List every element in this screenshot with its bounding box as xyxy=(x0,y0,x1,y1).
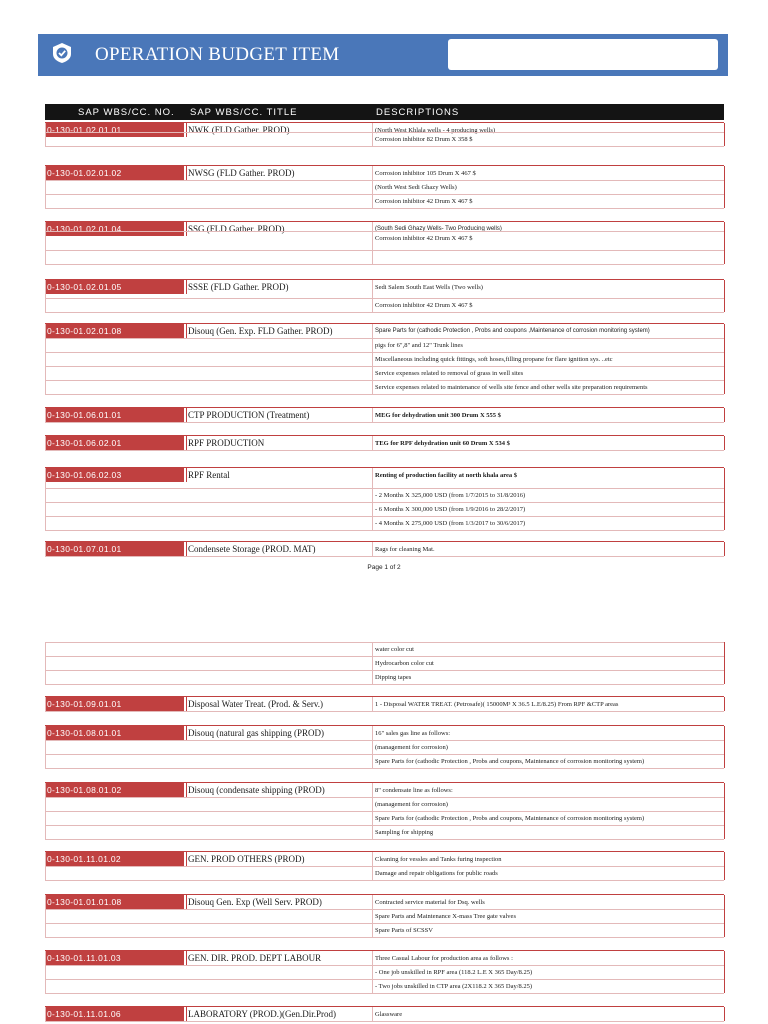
wbs-title: Disouq Gen. Exp (Well Serv. PROD) xyxy=(188,897,322,907)
wbs-code: 0-130-01.02.01.04 xyxy=(45,222,184,236)
row-rule xyxy=(45,979,724,980)
row-rule xyxy=(45,740,724,741)
desc-divider xyxy=(372,324,373,394)
code-divider xyxy=(186,166,187,180)
right-border xyxy=(724,222,725,264)
right-border xyxy=(724,697,725,711)
left-border xyxy=(45,951,46,993)
desc-divider xyxy=(372,951,373,993)
left-border xyxy=(45,222,46,264)
code-divider xyxy=(186,542,187,556)
row-rule xyxy=(45,194,724,195)
right-border xyxy=(724,542,725,556)
wbs-code: 0-130-01.02.01.01 xyxy=(45,123,184,137)
code-divider xyxy=(186,783,187,797)
code-divider xyxy=(186,324,187,338)
column-header-code: SAP WBS/CC. NO. xyxy=(78,107,175,118)
description-line: Contracted service material for Dsq. wells xyxy=(375,899,485,906)
wbs-code: 0-130-01.02.01.02 xyxy=(45,166,184,180)
description-line: Spare Parts and Maintenance X-mass Tree gate valves xyxy=(375,913,516,920)
row-rule xyxy=(45,132,724,133)
section-bottom-rule xyxy=(45,312,724,313)
description-line: - 2 Months X 325,000 USD (from 1/7/2015 to 31/8/2016) xyxy=(375,492,526,499)
right-border xyxy=(724,468,725,530)
code-divider xyxy=(186,697,187,711)
desc-divider xyxy=(372,895,373,937)
checkmark-badge-icon xyxy=(51,42,73,64)
description-line: - 6 Months X 300,000 USD (from 1/9/2016 to 28/2/2017) xyxy=(375,506,526,513)
description-line: Corrosion inhibitor 82 Drum X 358 $ xyxy=(375,136,473,143)
wbs-code: 0-130-01.08.01.01 xyxy=(45,726,184,740)
code-divider xyxy=(186,852,187,866)
description-line: Spare Parts of SCSSV xyxy=(375,927,433,934)
wbs-code: 0-130-01.08.01.02 xyxy=(45,783,184,797)
banner-search-box[interactable] xyxy=(448,39,718,70)
row-rule xyxy=(45,670,724,671)
desc-divider xyxy=(372,468,373,530)
section-bottom-rule xyxy=(45,839,724,840)
description-line: Sampling for shipping xyxy=(375,829,434,836)
wbs-code: 0-130-01.02.01.05 xyxy=(45,280,184,294)
column-header-descriptions: DESCRIPTIONS xyxy=(376,107,460,118)
description-line: - One job unskilled in RPF area (118.2 L.E X 365 Day/8.25) xyxy=(375,969,533,976)
code-divider xyxy=(186,895,187,909)
code-divider xyxy=(186,436,187,450)
row-rule xyxy=(45,909,724,910)
section-bottom-rule xyxy=(45,556,724,557)
row-rule xyxy=(45,811,724,812)
desc-divider xyxy=(372,166,373,208)
left-border xyxy=(45,280,46,312)
description-line: Service expenses related to removal of grass in well sites xyxy=(375,370,524,377)
right-border xyxy=(724,726,725,768)
description-line: pigs for 6",8" and 12" Trunk lines xyxy=(375,342,463,349)
wbs-title: RPF Rental xyxy=(188,470,230,480)
description-line: Dipping tapes xyxy=(375,674,412,681)
page-title: OPERATION BUDGET ITEM xyxy=(95,44,340,65)
table-header xyxy=(45,104,724,120)
left-border xyxy=(45,468,46,530)
description-line: 8" condensate line as follows: xyxy=(375,787,453,794)
left-border xyxy=(45,697,46,711)
desc-divider xyxy=(372,697,373,711)
row-rule xyxy=(45,250,724,251)
description-line: Cleaning for vessles and Tanks furing inspection xyxy=(375,856,502,863)
description-line: (North West Sedi Ghazy Wells) xyxy=(375,184,457,191)
description-line: - Two jobs unskilled in CTP area (2X118.2 X 365 Day/8.25) xyxy=(375,983,533,990)
right-border xyxy=(724,642,725,684)
wbs-code: 0-130-01.07.01.01 xyxy=(45,542,184,556)
wbs-title: SSG (FLD Gather. PROD) xyxy=(188,224,285,234)
code-divider xyxy=(186,280,187,294)
code-divider xyxy=(186,123,187,137)
row-rule xyxy=(45,825,724,826)
left-border xyxy=(45,436,46,450)
description-line: (North West Khlala wells - 4 producing wells) xyxy=(375,127,496,134)
row-rule xyxy=(45,366,724,367)
row-rule xyxy=(45,656,724,657)
code-divider xyxy=(186,1007,187,1021)
description-line: TEG for RPF dehydration unit 60 Drum X 534 $ xyxy=(375,440,510,447)
wbs-title: GEN. DIR. PROD. DEPT LABOUR xyxy=(188,953,322,963)
wbs-code: 0-130-01.11.01.03 xyxy=(45,951,184,965)
description-line: Service expenses related to maintenance of wells site fence and other wells site preparation requirements xyxy=(375,384,648,391)
wbs-title: GEN. PROD OTHERS (PROD) xyxy=(188,854,305,864)
row-rule xyxy=(45,380,724,381)
row-rule xyxy=(45,684,724,685)
wbs-code: 0-130-01.09.01.01 xyxy=(45,697,184,711)
desc-divider xyxy=(372,642,373,684)
desc-divider xyxy=(372,408,373,422)
code-divider xyxy=(186,408,187,422)
wbs-title: RPF PRODUCTION xyxy=(188,438,265,448)
right-border xyxy=(724,408,725,422)
row-rule xyxy=(45,231,724,232)
section-bottom-rule xyxy=(45,937,724,938)
description-line: Rags for cleaning Mat. xyxy=(375,546,435,553)
right-border xyxy=(724,280,725,312)
description-line: Corrosion inhibitor 42 Drum X 467 $ xyxy=(375,302,473,309)
row-rule xyxy=(45,488,724,489)
row-rule xyxy=(45,965,724,966)
section-bottom-rule xyxy=(45,993,724,994)
row-rule xyxy=(45,352,724,353)
left-border xyxy=(45,1007,46,1021)
description-line: Three Casual Labour for production area as follows : xyxy=(375,955,513,962)
section-bottom-rule xyxy=(45,422,724,423)
wbs-title: LABORATORY (PROD.)(Gen.Dir.Prod) xyxy=(188,1009,337,1019)
desc-divider xyxy=(372,542,373,556)
wbs-code: 0-130-01.11.01.06 xyxy=(45,1007,184,1021)
right-border xyxy=(724,324,725,394)
row-rule xyxy=(45,338,724,339)
row-rule xyxy=(45,754,724,755)
description-line: (South Sedi Ghazy Wells- Two Producing wells) xyxy=(375,226,502,232)
wbs-title: Disouq (condensate shipping (PROD) xyxy=(188,785,325,795)
description-line: Miscellaneous including quick fittings, soft hoses,filling propane for flare ignition sys. ..etc xyxy=(375,356,613,363)
desc-divider xyxy=(372,726,373,768)
section-bottom-rule xyxy=(45,450,724,451)
right-border xyxy=(724,783,725,839)
row-rule xyxy=(45,298,724,299)
description-line: Corrosion inhibitor 105 Drum X 467 $ xyxy=(375,170,476,177)
description-line: Renting of production facility at north khala area $ xyxy=(375,472,518,479)
desc-divider xyxy=(372,280,373,312)
row-rule xyxy=(45,642,724,643)
description-line: Corrosion inhibitor 42 Drum X 467 $ xyxy=(375,235,473,242)
right-border xyxy=(724,1007,725,1021)
desc-divider xyxy=(372,436,373,450)
left-border xyxy=(45,726,46,768)
column-header-title: SAP WBS/CC. TITLE xyxy=(190,107,298,118)
row-rule xyxy=(45,516,724,517)
description-line: Spare Parts for (cathodic Protection , Probs and coupons, Maintenance of corrosion monitoring system) xyxy=(375,815,645,822)
wbs-title: NWSG (FLD Gather. PROD) xyxy=(188,168,295,178)
wbs-code: 0-130-01.06.02.03 xyxy=(45,468,184,482)
wbs-title: Disouq (Gen. Exp. FLD Gather. PROD) xyxy=(188,326,333,336)
right-border xyxy=(724,895,725,937)
section-bottom-rule xyxy=(45,768,724,769)
right-border xyxy=(724,123,725,146)
section-bottom-rule xyxy=(45,208,724,209)
wbs-title: SSSE (FLD Gather. PROD) xyxy=(188,282,289,292)
code-divider xyxy=(186,222,187,236)
description-line: Spare Parts for (cathodic Protection , Probs and coupons, Maintenance of corrosion monitoring system) xyxy=(375,758,645,765)
right-border xyxy=(724,951,725,993)
description-line: water color cut xyxy=(375,646,414,653)
description-line: - 4 Months X 275,000 USD (from 1/3/2017 to 30/6/2017) xyxy=(375,520,526,527)
code-divider xyxy=(186,726,187,740)
description-line: 16" sales gas line as follows: xyxy=(375,730,451,737)
title-banner xyxy=(38,34,728,76)
description-line: Damage and repair obligations for public roads xyxy=(375,870,498,877)
row-rule xyxy=(45,797,724,798)
row-rule xyxy=(45,502,724,503)
wbs-code: 0-130-01.01.01.08 xyxy=(45,895,184,909)
page-number: Page 1 of 2 xyxy=(367,564,401,571)
left-border xyxy=(45,542,46,556)
desc-divider xyxy=(372,222,373,264)
left-border xyxy=(45,166,46,208)
wbs-title: CTP PRODUCTION (Treatment) xyxy=(188,410,310,420)
section-bottom-rule xyxy=(45,880,724,881)
description-line: Spare Parts for (cathodic Protection , Probs and coupons ,Maintenance of corrosion monitoring system) xyxy=(375,328,650,334)
row-rule xyxy=(45,866,724,867)
section-bottom-rule xyxy=(45,264,724,265)
description-line: (management for corrosion) xyxy=(375,801,448,808)
description-line: 1 - Disposal WATER TREAT. (Petrosafe)( 15000M³ X 36.5 L.E/8.25) From RPF &CTP areas xyxy=(375,701,619,708)
wbs-title: Disouq (natural gas shipping (PROD) xyxy=(188,728,324,738)
desc-divider xyxy=(372,1007,373,1021)
section-bottom-rule xyxy=(45,530,724,531)
row-rule xyxy=(45,180,724,181)
left-border xyxy=(45,123,46,146)
wbs-title: Condensete Storage (PROD. MAT) xyxy=(188,544,316,554)
wbs-title: Disposal Water Treat. (Prod. & Serv.) xyxy=(188,699,324,709)
description-line: Corrosion inhibitor 42 Drum X 467 $ xyxy=(375,198,473,205)
section-bottom-rule xyxy=(45,1021,724,1022)
section-bottom-rule xyxy=(45,394,724,395)
wbs-code: 0-130-01.11.01.02 xyxy=(45,852,184,866)
left-border xyxy=(45,324,46,394)
left-border xyxy=(45,895,46,937)
wbs-code: 0-130-01.06.02.01 xyxy=(45,436,184,450)
description-line: MEG for dehydration unit 300 Drum X 555 $ xyxy=(375,412,501,419)
code-divider xyxy=(186,468,187,482)
section-bottom-rule xyxy=(45,711,724,712)
left-border xyxy=(45,408,46,422)
section-bottom-rule xyxy=(45,146,724,147)
desc-divider xyxy=(372,123,373,146)
description-line: Sedi Salem South East Wells (Two wells) xyxy=(375,284,483,291)
wbs-code: 0-130-01.06.01.01 xyxy=(45,408,184,422)
description-line: Hydrocarbon color cut xyxy=(375,660,434,667)
description-line: (management for corrosion) xyxy=(375,744,448,751)
description-line: Glassware xyxy=(375,1011,403,1018)
right-border xyxy=(724,436,725,450)
row-rule xyxy=(45,923,724,924)
right-border xyxy=(724,852,725,880)
left-border xyxy=(45,642,46,684)
wbs-code: 0-130-01.02.01.08 xyxy=(45,324,184,338)
code-divider xyxy=(186,951,187,965)
wbs-title: NWK (FLD Gather. PROD) xyxy=(188,125,290,135)
right-border xyxy=(724,166,725,208)
